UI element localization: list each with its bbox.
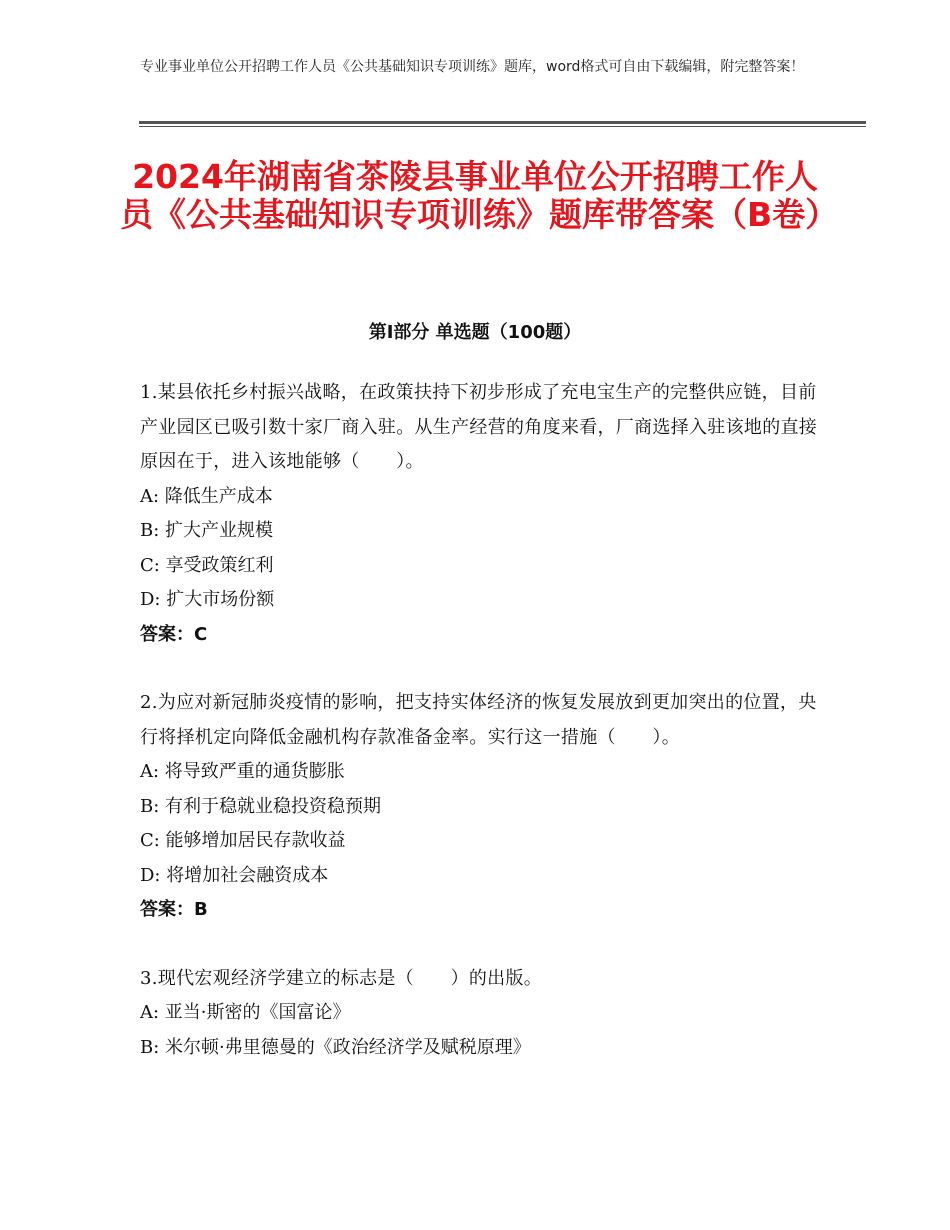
question-3 — [140, 962, 820, 1066]
answer-label: 答案：B — [140, 899, 208, 920]
question-spacer — [140, 928, 820, 962]
question-spacer — [140, 652, 820, 686]
header-divider-thin — [139, 126, 866, 127]
option-d: D: 扩大市场份额 — [140, 589, 275, 610]
option-b: B: 扩大产业规模 — [140, 520, 274, 541]
question-stem: 1.某县依托乡村振兴战略，在政策扶持下初步形成了充电宝生产的完整供应链，目前产业园区已吸引数十家厂商入驻。从生产经营的角度来看，厂商选择入驻该地的直接原因在于，进入该地能够（ ）。 — [140, 382, 818, 472]
option-a: A: 将导致严重的通货膨胀 — [140, 761, 345, 782]
option-a: A: 降低生产成本 — [140, 485, 273, 507]
option-c: C: 能够增加居民存款收益 — [140, 830, 346, 851]
header-note: 专业事业单位公开招聘工作人员《公共基础知识专项训练》题库，word格式可自由下载编辑，附完整答案！ — [140, 59, 805, 75]
question-stem: 2.为应对新冠肺炎疫情的影响，把支持实体经济的恢复发展放到更加突出的位置，央行将择机定向降低金融机构存款准备金率。实行这一措施（ ）。 — [140, 692, 817, 748]
question-2 — [140, 686, 820, 928]
option-b: B: 米尔顿·弗里德曼的《政治经济学及赋税原理》 — [140, 1036, 531, 1058]
option-a: A: 亚当·斯密的《国富论》 — [140, 1002, 351, 1023]
document-title: 2024年湖南省茶陵县事业单位公开招聘工作人员《公共基础知识专项训练》题库带答案（B卷） — [120, 157, 839, 234]
header-divider-thick — [139, 121, 866, 124]
option-d: D: 将增加社会融资成本 — [140, 864, 329, 886]
section-title: 第Ⅰ部分 单选题（100题） — [368, 322, 582, 343]
option-b: B: 有利于稳就业稳投资稳预期 — [140, 795, 382, 817]
answer-label: 答案：C — [140, 623, 208, 645]
question-stem: 3.现代宏观经济学建立的标志是（ ）的出版。 — [140, 967, 543, 989]
question-list — [140, 376, 820, 1065]
option-c: C: 享受政策红利 — [140, 554, 274, 576]
question-1 — [140, 376, 820, 652]
